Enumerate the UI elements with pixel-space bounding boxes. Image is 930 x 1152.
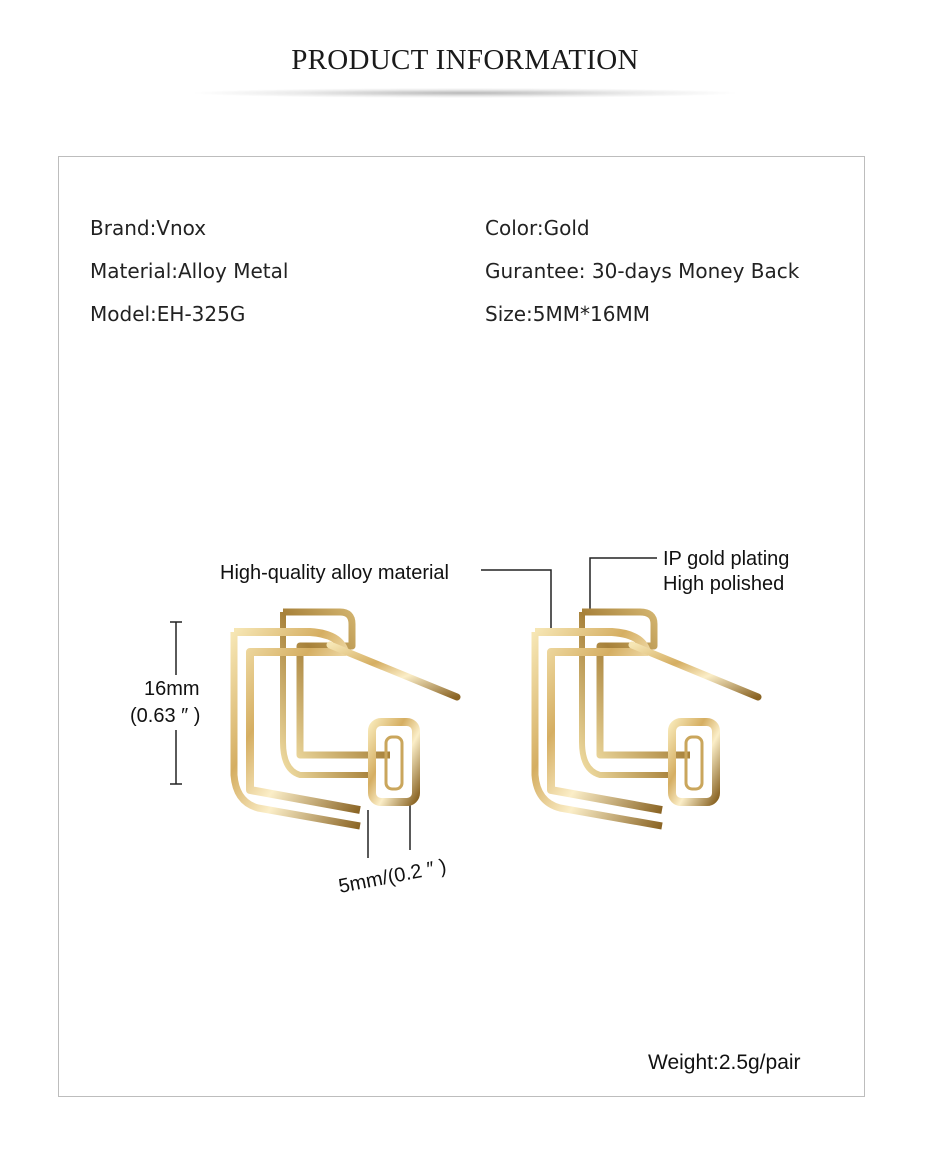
spec-guarantee: Gurantee: 30-days Money Back [485,259,800,283]
callout-plating-line [590,558,657,612]
spec-material: Material:Alloy Metal [90,259,289,283]
callout-alloy-line [481,570,551,628]
earring-left [234,612,457,826]
callout-alloy-text: High-quality alloy material [220,562,449,584]
spec-brand: Brand:Vnox [90,216,207,240]
page-title: PRODUCT INFORMATION [291,44,639,76]
spec-size: Size:5MM*16MM [485,302,650,326]
width-dimension-value: 5mm/(0.2 ″ ) [336,855,449,898]
height-dimension-value: 16mm [144,678,200,700]
width-dimension [368,805,410,858]
earring-right [535,612,758,826]
height-dimension-inch: (0.63 ″ ) [130,705,201,727]
callout-plating-text-1: IP gold plating [663,548,790,570]
height-dimension [170,622,182,784]
weight-label: Weight:2.5g/pair [648,1051,801,1074]
spec-color: Color:Gold [485,216,590,240]
spec-model: Model:EH-325G [90,302,246,326]
callout-plating-text-2: High polished [663,573,785,595]
